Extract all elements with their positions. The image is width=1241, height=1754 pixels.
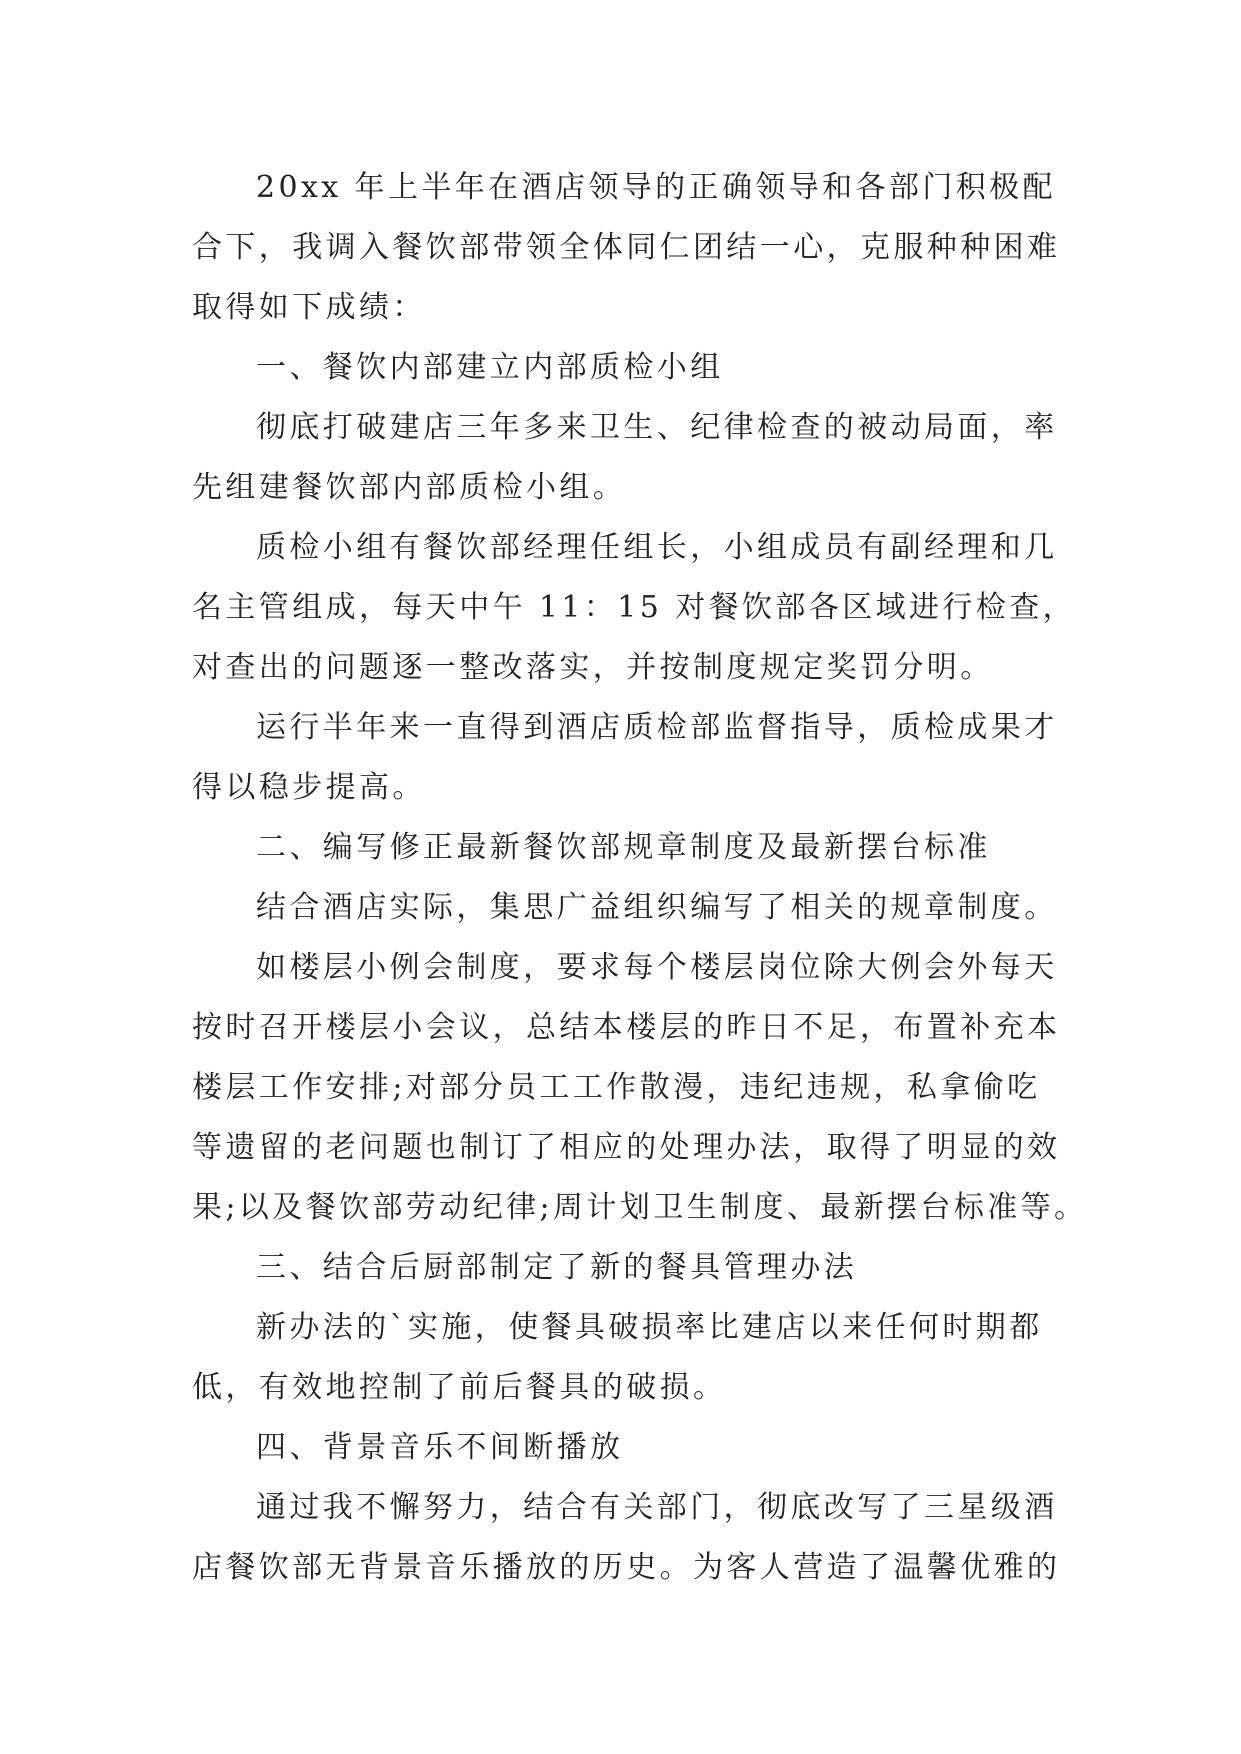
paragraph-line: 彻底打破建店三年多来卫生、纪律检查的被动局面，率 (256, 410, 1058, 445)
paragraph-line: 质检小组有餐饮部经理任组长，小组成员有副经理和几 (256, 530, 1058, 565)
section-heading: 一、餐饮内部建立内部质检小组 (256, 350, 724, 385)
paragraph-line: 果;以及餐饮部劳动纪律;周计划卫生制度、最新摆台标准等。 (192, 1190, 1088, 1225)
paragraph-line: 合下，我调入餐饮部带领全体同仁团结一心，克服种种困难 (192, 230, 1061, 265)
paragraph-line: 如楼层小例会制度，要求每个楼层岗位除大例会外每天 (256, 950, 1058, 985)
paragraph-line: 等遗留的老问题也制订了相应的处理办法，取得了明显的效 (192, 1130, 1061, 1165)
section-heading: 三、结合后厨部制定了新的餐具管理办法 (256, 1250, 858, 1285)
document-body (192, 158, 1088, 1598)
paragraph-line: 运行半年来一直得到酒店质检部监督指导，质检成果才 (256, 710, 1058, 745)
paragraph-line: 店餐饮部无背景音乐播放的历史。为客人营造了温馨优雅的 (192, 1550, 1061, 1585)
paragraph-line: 结合酒店实际，集思广益组织编写了相关的规章制度。 (256, 890, 1058, 925)
paragraph-line: 名主管组成，每天中午 11：15 对餐饮部各区域进行检查， (192, 590, 1077, 625)
paragraph-line: 新办法的`实施，使餐具破损率比建店以来任何时期都 (256, 1310, 1043, 1345)
paragraph-line: 对查出的问题逐一整改落实，并按制度规定奖罚分明。 (192, 650, 994, 685)
paragraph-line: 按时召开楼层小会议，总结本楼层的昨日不足，布置补充本 (192, 1010, 1061, 1045)
section-heading: 二、编写修正最新餐饮部规章制度及最新摆台标准 (256, 830, 991, 865)
paragraph-line: 低，有效地控制了前后餐具的破损。 (192, 1370, 727, 1405)
paragraph-line: 20xx 年上半年在酒店领导的正确领导和各部门积极配 (256, 170, 1056, 205)
paragraph-line: 取得如下成绩： (192, 290, 426, 325)
paragraph-line: 楼层工作安排;对部分员工工作散漫，违纪违规，私拿偷吃 (192, 1070, 1041, 1105)
section-heading: 四、背景音乐不间断播放 (256, 1430, 624, 1465)
paragraph-line: 先组建餐饮部内部质检小组。 (192, 470, 627, 505)
paragraph-line: 通过我不懈努力，结合有关部门，彻底改写了三星级酒 (256, 1490, 1058, 1525)
paragraph-line: 得以稳步提高。 (192, 770, 426, 805)
